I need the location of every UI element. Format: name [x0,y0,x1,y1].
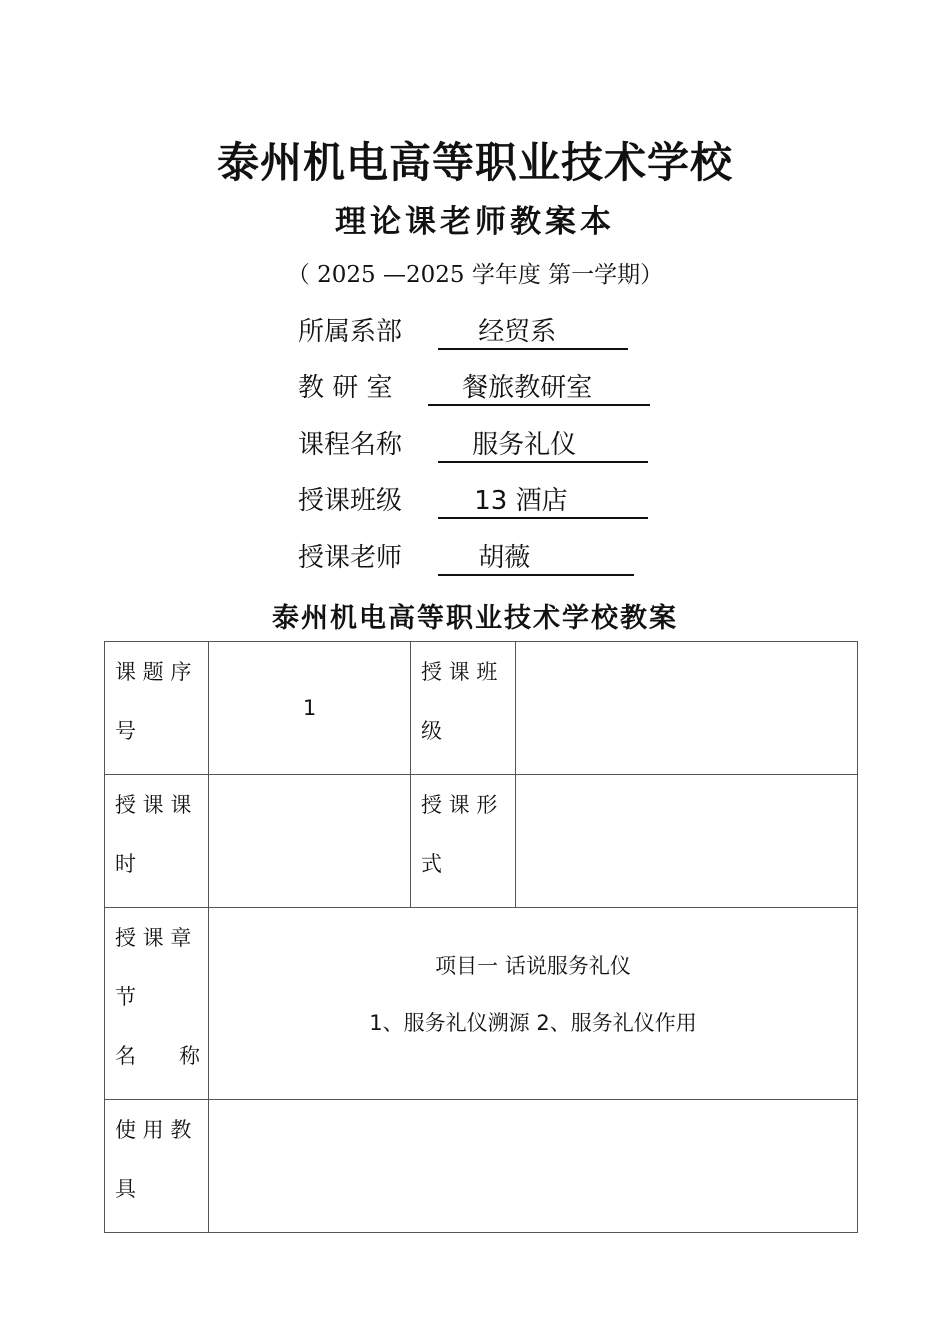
table-row [105,908,858,1100]
term-line: （ 2025 —2025 学年度 第一学期） [286,262,664,288]
info-row-office [298,368,650,408]
table-row [105,642,858,775]
info-value: 经贸系 [438,316,628,350]
info-value: 服务礼仪 [438,429,648,463]
info-row-teacher [298,538,634,578]
chapter-value [209,908,858,1100]
info-value: 餐旅教研室 [428,372,650,406]
tools-label: 使 用 教 具 [105,1100,209,1233]
tools-value [209,1100,858,1233]
chapter-label: 授 课 章 节 名 称 [105,908,209,1100]
hours-label: 授 课 课 时 [105,775,209,908]
form-value [516,775,858,908]
info-row-course [298,425,648,465]
table-row [105,775,858,908]
form-label: 授 课 形 式 [411,775,516,908]
info-label: 所属系部 [298,317,403,347]
book-title: 理论课老师教案本 [335,204,615,240]
info-label: 课程名称 [298,430,403,460]
info-label: 授课老师 [298,543,403,573]
info-label: 教 研 室 [298,373,393,403]
info-value: 13 酒店 [438,485,648,519]
info-value: 胡薇 [438,542,634,576]
table-row [105,1100,858,1233]
info-row-class [298,481,648,521]
class-label: 授 课 班 级 [411,642,516,775]
hours-value [209,775,411,908]
lesson-no-value: 1 [209,642,411,775]
chapter-line: 1、服务礼仪溯源 2、服务礼仪作用 [369,1011,697,1035]
class-value [516,642,858,775]
school-title: 泰州机电高等职业技术学校 [216,138,733,187]
info-label: 授课班级 [298,486,403,516]
plan-title: 泰州机电高等职业技术学校教案 [272,603,678,634]
lesson-plan-table [104,641,858,1233]
chapter-line: 项目一 话说服务礼仪 [435,954,631,978]
lesson-no-label: 课 题 序 号 [105,642,209,775]
info-row-department [298,312,628,352]
